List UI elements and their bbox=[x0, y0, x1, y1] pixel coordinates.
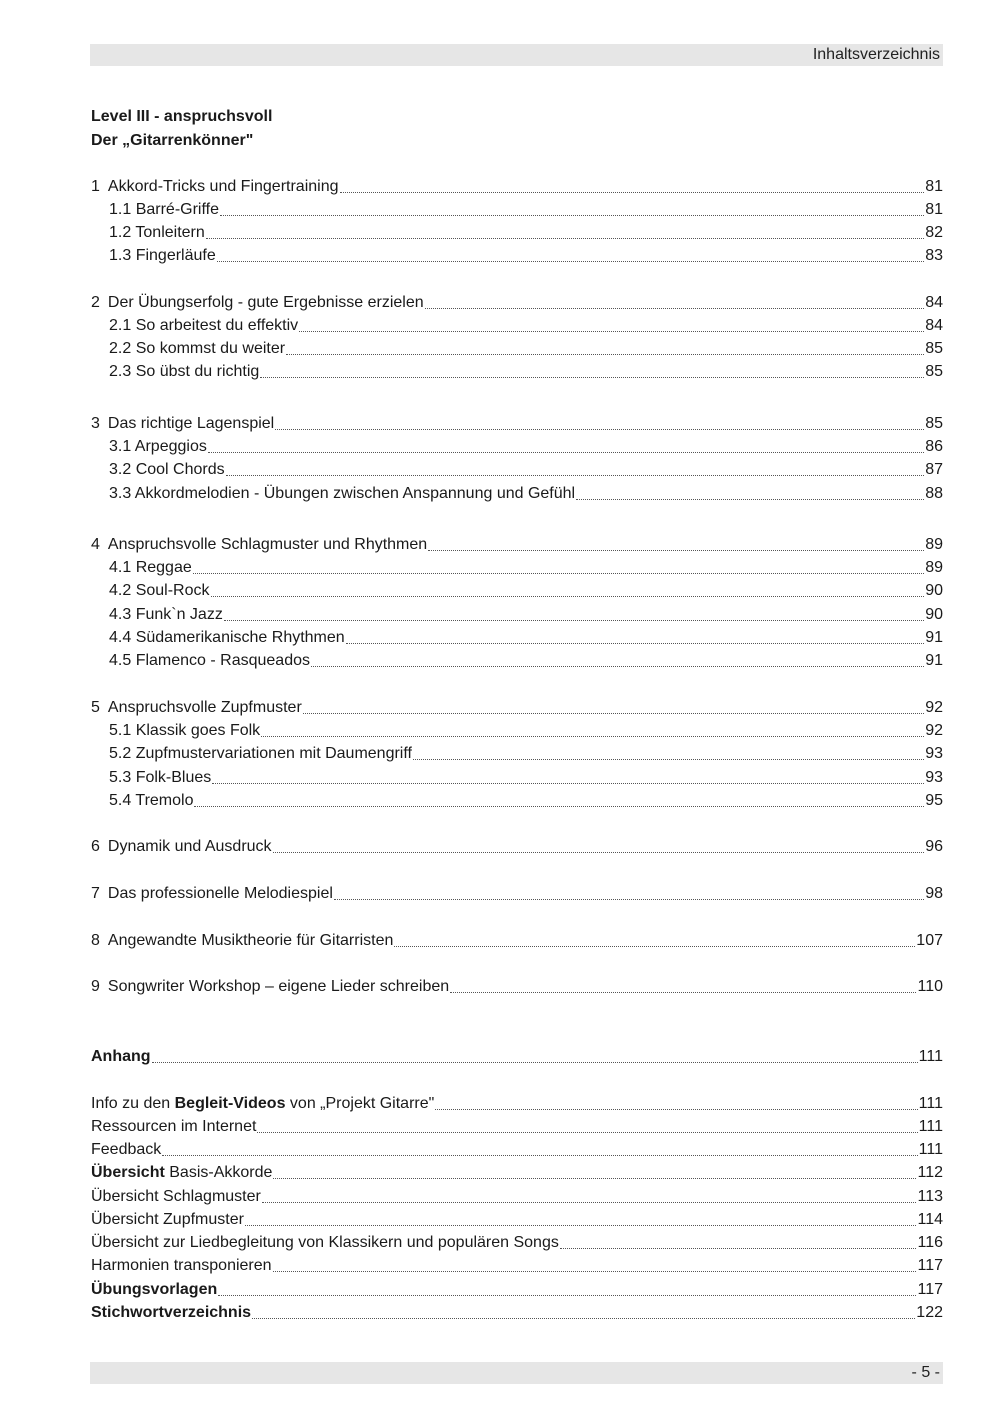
entry-title bbox=[91, 1163, 272, 1183]
entry-title: Übersicht Zupfmuster bbox=[91, 1211, 244, 1228]
page-number: 84 bbox=[925, 317, 943, 334]
entry-title: Anhang bbox=[91, 1048, 151, 1065]
dot-leader bbox=[428, 549, 924, 551]
toc-entry-5-3[interactable] bbox=[109, 768, 943, 788]
dot-leader bbox=[273, 1177, 916, 1179]
footer-bar bbox=[90, 1362, 943, 1384]
dot-leader bbox=[226, 474, 925, 476]
dot-leader bbox=[245, 1224, 917, 1226]
entry-title: 4.1 Reggae bbox=[109, 559, 192, 576]
level-subheading: Der „Gitarrenkönner" bbox=[91, 132, 254, 149]
dot-leader bbox=[217, 260, 924, 262]
dot-leader bbox=[152, 1061, 918, 1063]
page-number: 92 bbox=[925, 699, 943, 716]
page-number: 110 bbox=[917, 978, 943, 995]
title-text: von „Projekt Gitarre" bbox=[285, 1095, 435, 1112]
dot-leader bbox=[450, 991, 916, 993]
entry-title: 1.2 Tonleitern bbox=[109, 224, 205, 241]
chapter-number: 3 bbox=[91, 415, 100, 432]
entry-title: 5.1 Klassik goes Folk bbox=[109, 722, 261, 739]
title-bold: Übersicht bbox=[91, 1164, 165, 1181]
chapter-number: 4 bbox=[91, 536, 100, 553]
dot-leader bbox=[262, 1201, 917, 1203]
entry-title: 1.3 Fingerläufe bbox=[109, 247, 216, 264]
toc-entry-1-2[interactable] bbox=[109, 223, 943, 243]
entry-title: Das professionelle Melodiespiel bbox=[107, 885, 333, 902]
toc-entry-liedbegleitung[interactable] bbox=[91, 1233, 943, 1253]
toc-entry-2-3[interactable] bbox=[109, 362, 943, 382]
entry-title: 2.3 So übst du richtig bbox=[109, 363, 260, 380]
chapter-number: 7 bbox=[91, 885, 100, 902]
page-number: 89 bbox=[925, 559, 943, 576]
page-number: 91 bbox=[925, 652, 943, 669]
toc-entry-5-1[interactable] bbox=[109, 721, 943, 741]
header-bar bbox=[90, 44, 943, 66]
toc-entry-4-1[interactable] bbox=[109, 558, 943, 578]
dot-leader bbox=[252, 1317, 915, 1319]
title-text: Basis-Akkorde bbox=[164, 1164, 273, 1181]
toc-entry-3[interactable] bbox=[91, 414, 943, 434]
chapter-number: 5 bbox=[91, 699, 100, 716]
dot-leader bbox=[413, 758, 924, 760]
toc-entry-2-1[interactable] bbox=[109, 316, 943, 336]
toc-entry-ressourcen[interactable] bbox=[91, 1117, 943, 1137]
entry-title: Dynamik und Ausdruck bbox=[107, 838, 272, 855]
dot-leader bbox=[261, 735, 924, 737]
dot-leader bbox=[224, 619, 924, 621]
dot-leader bbox=[220, 214, 924, 216]
toc-entry-5-2[interactable] bbox=[109, 744, 943, 764]
dot-leader bbox=[346, 642, 925, 644]
page-number: 116 bbox=[917, 1234, 943, 1251]
page-number: 96 bbox=[925, 838, 943, 855]
dot-leader bbox=[218, 1294, 916, 1296]
chapter-number: 8 bbox=[91, 932, 100, 949]
entry-title: 5.4 Tremolo bbox=[109, 792, 194, 809]
entry-title: Das richtige Lagenspiel bbox=[107, 415, 275, 432]
entry-title: Feedback bbox=[91, 1141, 162, 1158]
toc-entry-3-3[interactable] bbox=[109, 484, 943, 504]
toc-entry-3-2[interactable] bbox=[109, 460, 943, 480]
dot-leader bbox=[212, 782, 924, 784]
toc-entry-harmonien[interactable] bbox=[91, 1256, 943, 1276]
page-number: 111 bbox=[918, 1118, 943, 1135]
toc-entry-5-4[interactable] bbox=[109, 791, 943, 811]
toc-entry-1[interactable] bbox=[91, 177, 943, 197]
toc-entry-6[interactable] bbox=[91, 837, 943, 857]
toc-entry-7[interactable] bbox=[91, 884, 943, 904]
entry-title: 4.5 Flamenco - Rasqueados bbox=[109, 652, 310, 669]
dot-leader bbox=[435, 1108, 917, 1110]
toc-entry-basis-akkorde[interactable] bbox=[91, 1163, 943, 1183]
entry-title: Akkord-Tricks und Fingertraining bbox=[107, 178, 339, 195]
entry-title: Songwriter Workshop – eigene Lieder schreiben bbox=[107, 978, 450, 995]
toc-entry-4-2[interactable] bbox=[109, 581, 943, 601]
chapter-number: 6 bbox=[91, 838, 100, 855]
entry-title: Harmonien transponieren bbox=[91, 1257, 272, 1274]
toc-entry-zupfmuster[interactable] bbox=[91, 1210, 943, 1230]
dot-leader bbox=[208, 451, 924, 453]
dot-leader bbox=[286, 353, 924, 355]
page-number: 81 bbox=[925, 178, 943, 195]
page-number: 122 bbox=[916, 1304, 943, 1321]
entry-title: 3.2 Cool Chords bbox=[109, 461, 225, 478]
page-number: 112 bbox=[917, 1164, 943, 1181]
page-number: 85 bbox=[925, 363, 943, 380]
toc-entry-uebungsvorlagen[interactable] bbox=[91, 1280, 943, 1300]
page-number: 88 bbox=[925, 485, 943, 502]
page-number: 82 bbox=[925, 224, 943, 241]
entry-title: 4.2 Soul-Rock bbox=[109, 582, 210, 599]
page-number: 83 bbox=[925, 247, 943, 264]
toc-entry-4-4[interactable] bbox=[109, 628, 943, 648]
page-number: 92 bbox=[925, 722, 943, 739]
page-number: 93 bbox=[925, 769, 943, 786]
entry-title: 5.3 Folk-Blues bbox=[109, 769, 212, 786]
dot-leader bbox=[275, 428, 924, 430]
entry-title: Übungsvorlagen bbox=[91, 1281, 218, 1298]
dot-leader bbox=[260, 376, 924, 378]
dot-leader bbox=[340, 191, 925, 193]
entry-title: Anspruchsvolle Zupfmuster bbox=[107, 699, 302, 716]
dot-leader bbox=[193, 572, 924, 574]
toc-entry-5[interactable] bbox=[91, 698, 943, 718]
entry-title: 3.1 Arpeggios bbox=[109, 438, 207, 455]
page-number: 85 bbox=[925, 340, 943, 357]
dot-leader bbox=[560, 1247, 917, 1249]
dot-leader bbox=[425, 307, 925, 309]
page-number: 90 bbox=[925, 582, 943, 599]
page-number: 84 bbox=[925, 294, 943, 311]
entry-title: Übersicht Schlagmuster bbox=[91, 1188, 261, 1205]
page-footer-number: - 5 - bbox=[911, 1364, 940, 1381]
toc-entry-stichwort[interactable] bbox=[91, 1303, 943, 1323]
page-number: 89 bbox=[925, 536, 943, 553]
dot-leader bbox=[257, 1131, 917, 1133]
page-number: 114 bbox=[917, 1211, 943, 1228]
page-number: 95 bbox=[925, 792, 943, 809]
header-title: Inhaltsverzeichnis bbox=[812, 46, 940, 63]
chapter-number: 1 bbox=[91, 178, 100, 195]
entry-title: Anspruchsvolle Schlagmuster und Rhythmen bbox=[107, 536, 428, 553]
toc-entry-4[interactable] bbox=[91, 535, 943, 555]
entry-title: 4.3 Funk`n Jazz bbox=[109, 606, 223, 623]
entry-title: Der Übungserfolg - gute Ergebnisse erzielen bbox=[107, 294, 424, 311]
dot-leader bbox=[311, 665, 924, 667]
entry-title: 2.1 So arbeitest du effektiv bbox=[109, 317, 299, 334]
entry-title: Übersicht zur Liedbegleitung von Klassikern und populären Songs bbox=[91, 1234, 559, 1251]
page-number: 111 bbox=[918, 1095, 943, 1112]
page-number: 85 bbox=[925, 415, 943, 432]
entry-title: Ressourcen im Internet bbox=[91, 1118, 257, 1135]
chapter-number: 9 bbox=[91, 978, 100, 995]
toc-entry-schlagmuster[interactable] bbox=[91, 1187, 943, 1207]
entry-title: Angewandte Musiktheorie für Gitarristen bbox=[107, 932, 394, 949]
dot-leader bbox=[194, 805, 924, 807]
entry-title: 4.4 Südamerikanische Rhythmen bbox=[109, 629, 345, 646]
page-number: 111 bbox=[918, 1048, 943, 1065]
toc-entry-1-1[interactable] bbox=[109, 200, 943, 220]
entry-title: 3.3 Akkordmelodien - Übungen zwischen Anspannung und Gefühl bbox=[109, 485, 576, 502]
page-number: 90 bbox=[925, 606, 943, 623]
dot-leader bbox=[162, 1154, 917, 1156]
title-text: Info zu den bbox=[91, 1095, 175, 1112]
toc-entry-feedback[interactable] bbox=[91, 1140, 943, 1160]
page-number: 87 bbox=[925, 461, 943, 478]
toc-entry-2-2[interactable] bbox=[109, 339, 943, 359]
entry-title: Stichwortverzeichnis bbox=[91, 1304, 252, 1321]
dot-leader bbox=[394, 945, 915, 947]
toc-entry-4-5[interactable] bbox=[109, 651, 943, 671]
page-number: 117 bbox=[917, 1257, 943, 1274]
page-number: 111 bbox=[918, 1141, 943, 1158]
dot-leader bbox=[211, 595, 925, 597]
dot-leader bbox=[303, 712, 924, 714]
page-number: 113 bbox=[917, 1188, 943, 1205]
dot-leader bbox=[206, 237, 924, 239]
page-number: 117 bbox=[917, 1281, 943, 1298]
toc-entry-2[interactable] bbox=[91, 293, 943, 313]
dot-leader bbox=[299, 330, 924, 332]
dot-leader bbox=[273, 851, 925, 853]
dot-leader bbox=[576, 498, 924, 500]
page-number: 93 bbox=[925, 745, 943, 762]
dot-leader bbox=[273, 1270, 917, 1272]
page-number: 91 bbox=[925, 629, 943, 646]
entry-title bbox=[91, 1094, 434, 1114]
toc-entry-3-1[interactable] bbox=[109, 437, 943, 457]
toc-entry-8[interactable] bbox=[91, 931, 943, 951]
level-heading: Level III - anspruchsvoll bbox=[91, 108, 273, 125]
dot-leader bbox=[334, 898, 924, 900]
entry-title: 2.2 So kommst du weiter bbox=[109, 340, 286, 357]
page-number: 81 bbox=[925, 201, 943, 218]
page-number: 107 bbox=[916, 932, 943, 949]
toc-entry-videos[interactable] bbox=[91, 1094, 943, 1114]
toc-entry-1-3[interactable] bbox=[109, 246, 943, 266]
page-number: 86 bbox=[925, 438, 943, 455]
toc-entry-anhang[interactable] bbox=[91, 1047, 943, 1067]
chapter-number: 2 bbox=[91, 294, 100, 311]
page-number: 98 bbox=[925, 885, 943, 902]
entry-title: 5.2 Zupfmustervariationen mit Daumengriff bbox=[109, 745, 412, 762]
entry-title: 1.1 Barré-Griffe bbox=[109, 201, 219, 218]
toc-entry-9[interactable] bbox=[91, 977, 943, 997]
title-bold: Begleit-Videos bbox=[174, 1095, 286, 1112]
toc-entry-4-3[interactable] bbox=[109, 605, 943, 625]
